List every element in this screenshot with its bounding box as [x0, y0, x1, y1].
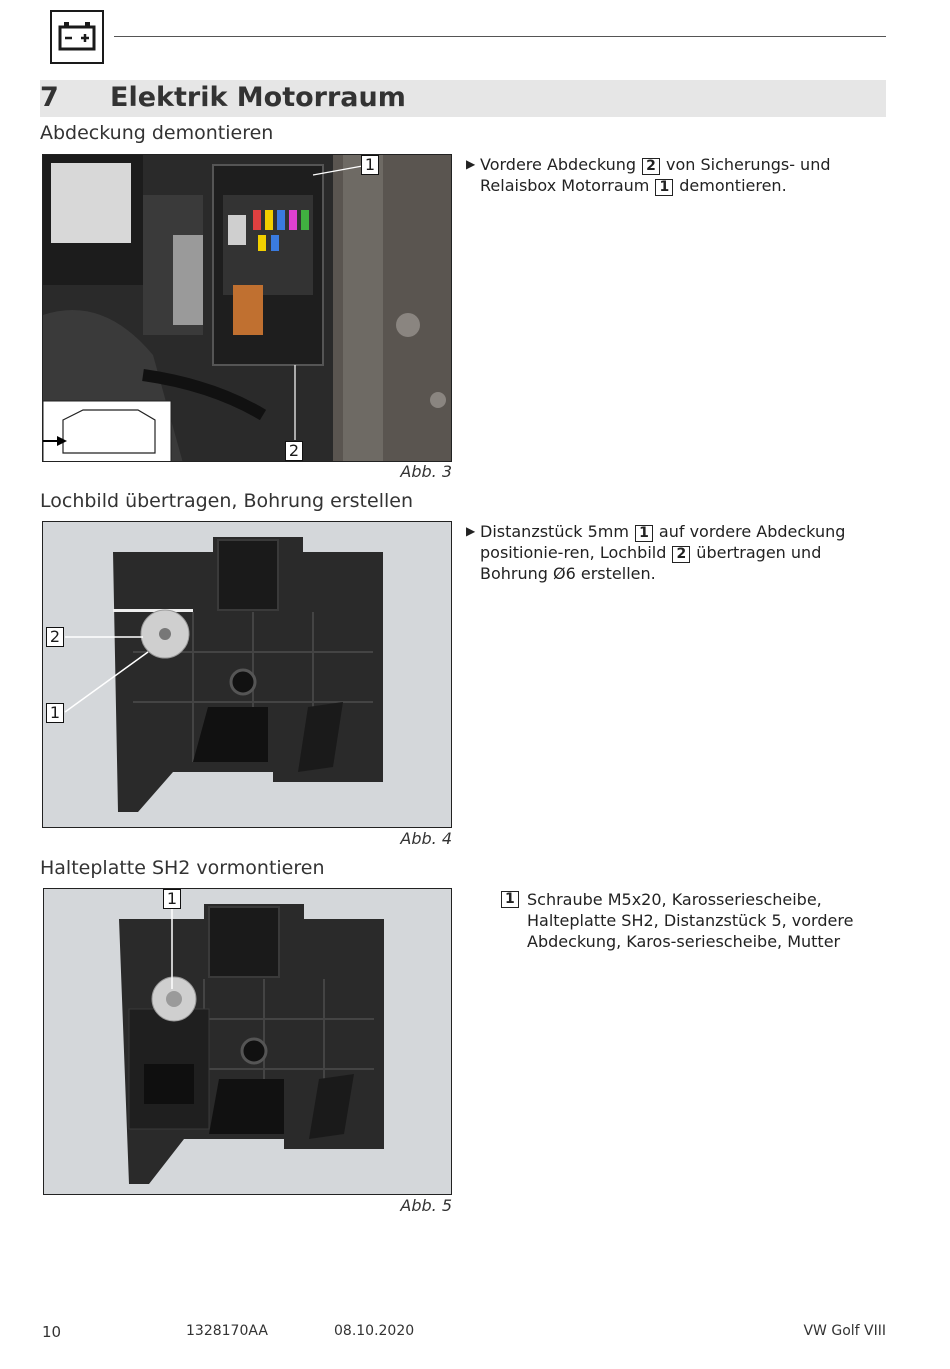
section-title-abdeckung: Abdeckung demontieren	[40, 122, 274, 144]
page-number: 10	[42, 1323, 62, 1341]
legend-number: 1	[501, 891, 519, 908]
battery-logo	[50, 10, 104, 64]
callout-1: 1	[46, 703, 64, 723]
callout-1: 1	[361, 155, 379, 175]
callout-2: 2	[285, 441, 303, 461]
callout-1: 1	[163, 889, 181, 909]
chapter-number: 7	[40, 82, 59, 113]
document-number: 1328170AA	[186, 1323, 268, 1339]
instruction-text: Distanzstück 5mm	[480, 522, 635, 541]
cover-photo	[43, 522, 452, 828]
figure-caption: Abb. 4	[400, 829, 452, 848]
instruction-text: auf vordere Abdeckung positionie-ren, Lochbild	[480, 522, 846, 562]
instruction-text: von Sicherungs- und Relaisbox Motorraum	[480, 155, 831, 195]
header-rule	[114, 36, 886, 37]
instruction-text: übertragen und Bohrung Ø6 erstellen.	[480, 543, 822, 583]
document-date: 08.10.2020	[334, 1323, 415, 1339]
premounted-plate-photo	[44, 889, 452, 1195]
instruction-step	[466, 154, 886, 196]
figure-cover-washer	[42, 521, 452, 828]
battery-icon	[52, 12, 102, 62]
figure-premounted-plate	[43, 888, 452, 1195]
section-title-halteplatte: Halteplatte SH2 vormontieren	[40, 857, 325, 879]
section-title-lochbild: Lochbild übertragen, Bohrung erstellen	[40, 490, 413, 512]
legend-item	[500, 889, 880, 952]
ref-number: 2	[642, 158, 660, 175]
instruction-text: demontieren.	[674, 176, 787, 195]
callout-2: 2	[46, 627, 64, 647]
legend-text: Schraube M5x20, Karosseriescheibe, Halteplatte SH2, Distanzstück 5, vordere Abdeckung, Karos-seriescheibe, Mutter	[527, 890, 854, 951]
ref-number: 2	[672, 546, 690, 563]
vehicle-model: VW Golf VIII	[803, 1323, 886, 1339]
instruction-text: Vordere Abdeckung	[480, 155, 642, 174]
figure-caption: Abb. 3	[400, 462, 452, 481]
step-arrow-icon: ▶	[466, 524, 476, 538]
ref-number: 1	[635, 525, 653, 542]
ref-number: 1	[655, 179, 673, 196]
figure-caption: Abb. 5	[400, 1196, 452, 1215]
chapter-title: Elektrik Motorraum	[110, 82, 406, 113]
instruction-step	[466, 521, 886, 584]
engine-bay-photo	[43, 155, 452, 462]
figure-engine-bay	[42, 154, 452, 462]
step-arrow-icon: ▶	[466, 157, 476, 171]
